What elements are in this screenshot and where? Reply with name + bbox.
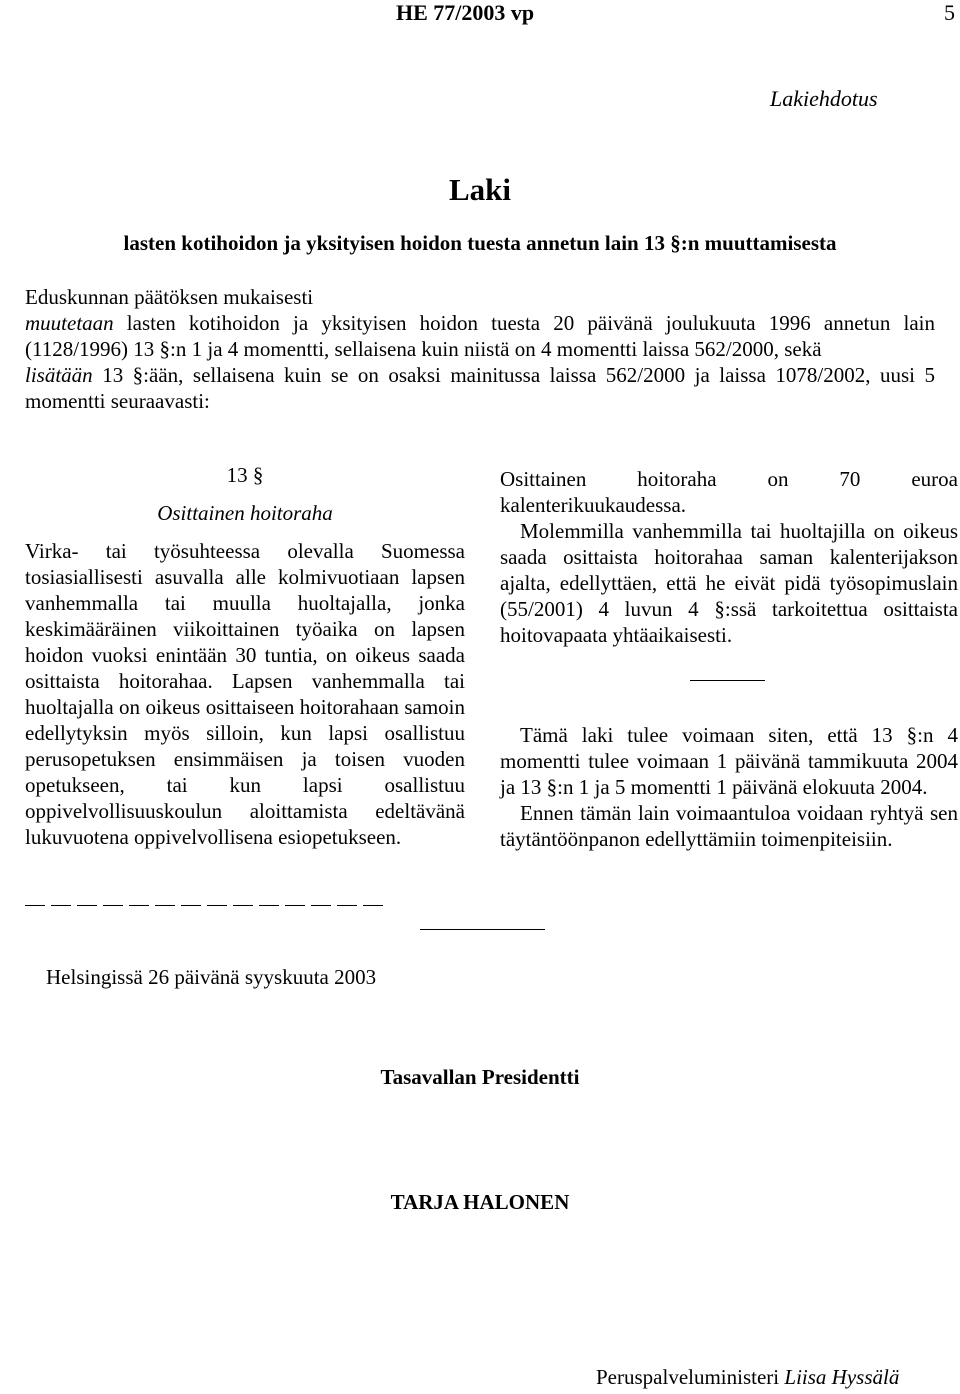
section-heading: Osittainen hoitoraha — [157, 501, 333, 525]
right-column — [500, 466, 958, 852]
section-paragraph-3: Molemmilla vanhemmilla tai huoltajilla on oikeus saada osittaista hoitorahaa saman kalenterijakson ajalta, edellyttäen, että he eivät pidä työsopimuslain (55/2001) 4 luvun 4 §:ssä tarkoitettua osittaista hoitovapaata yhtäaikaisesti. — [500, 519, 958, 647]
document-id: HE 77/2003 vp — [396, 0, 535, 25]
amend-paragraph — [25, 310, 935, 362]
enacting-line: Eduskunnan päätöksen mukaisesti — [25, 285, 314, 309]
amend-keyword: muutetaan — [25, 311, 114, 335]
add-paragraph — [25, 362, 935, 414]
signatory-role: Tasavallan Presidentti — [380, 1065, 580, 1089]
entry-into-force-paragraph-1: Tämä laki tulee voimaan siten, että 13 §:n 4 momentti tulee voimaan 1 päivänä tammikuuta 2004 ja 13 §:n 1 ja 5 momentti 1 päivänä elokuuta 2004. — [500, 723, 958, 799]
entry-into-force-paragraph-2: Ennen tämän lain voimaantuloa voidaan ryhtyä sen täytäntöönpanon edellyttämiin toimenpiteisiin. — [500, 801, 958, 851]
minister-title: Peruspalveluministeri — [596, 1365, 780, 1389]
spacer — [500, 648, 958, 722]
amend-text: lasten kotihoidon ja yksityisen hoidon tuesta 20 päivänä joulukuuta 1996 annetun lain (1128/1996) 13 §:n 1 ja 4 momentti, sellaisena kuin niistä on 4 momentti laissa 562/2000, sekä — [25, 311, 936, 361]
add-keyword: lisätään — [25, 363, 93, 387]
end-rule — [420, 929, 545, 930]
enacting-clause — [25, 284, 935, 414]
separator-rule — [690, 680, 765, 681]
place-and-date: Helsingissä 26 päivänä syyskuuta 2003 — [46, 965, 377, 989]
law-title: Laki — [448, 172, 512, 207]
page-number: 5 — [944, 0, 955, 25]
law-subtitle: lasten kotihoidon ja yksityisen hoidon tuesta annetun lain 13 §:n muuttamisesta — [123, 231, 837, 255]
document-kind: Lakiehdotus — [770, 86, 878, 111]
section-number: 13 § — [226, 463, 264, 487]
left-column — [25, 462, 465, 850]
add-text: 13 §:ään, sellaisena kuin se on osaksi mainitussa laissa 562/2000 ja laissa 1078/2002, uusi 5 momentti seuraavasti: — [25, 363, 936, 413]
dashed-separator — [25, 905, 445, 909]
minister-name: Liisa Hyssälä — [784, 1365, 900, 1389]
president-name: TARJA HALONEN — [390, 1190, 570, 1214]
section-paragraph-2: Osittainen hoitoraha on 70 euroa kalenterikuukaudessa. — [500, 467, 958, 517]
section-paragraph-1: Virka- tai työsuhteessa olevalla Suomessa tosiasiallisesti asuvalla alle kolmivuotiaan lapsen vanhemmalla tai muulla huoltajalla, jonka keskimääräinen viikoittainen työaika on lapsen hoidon vuoksi enintään 30 tuntia, on oikeus saada osittaista hoitorahaa. Lapsen vanhemmalla tai huoltajalla on oikeus osittaiseen hoitorahaan samoin edellytyksin myös silloin, kun lapsi osallistuu perusopetuksen ensimmäisen ja toisen vuoden opetukseen, tai kun lapsi osallistuu oppivelvollisuuskoulun aloittamista edeltävänä lukuvuotena oppivelvollisena esiopetukseen. — [25, 539, 465, 849]
minister-signature — [596, 1364, 899, 1390]
